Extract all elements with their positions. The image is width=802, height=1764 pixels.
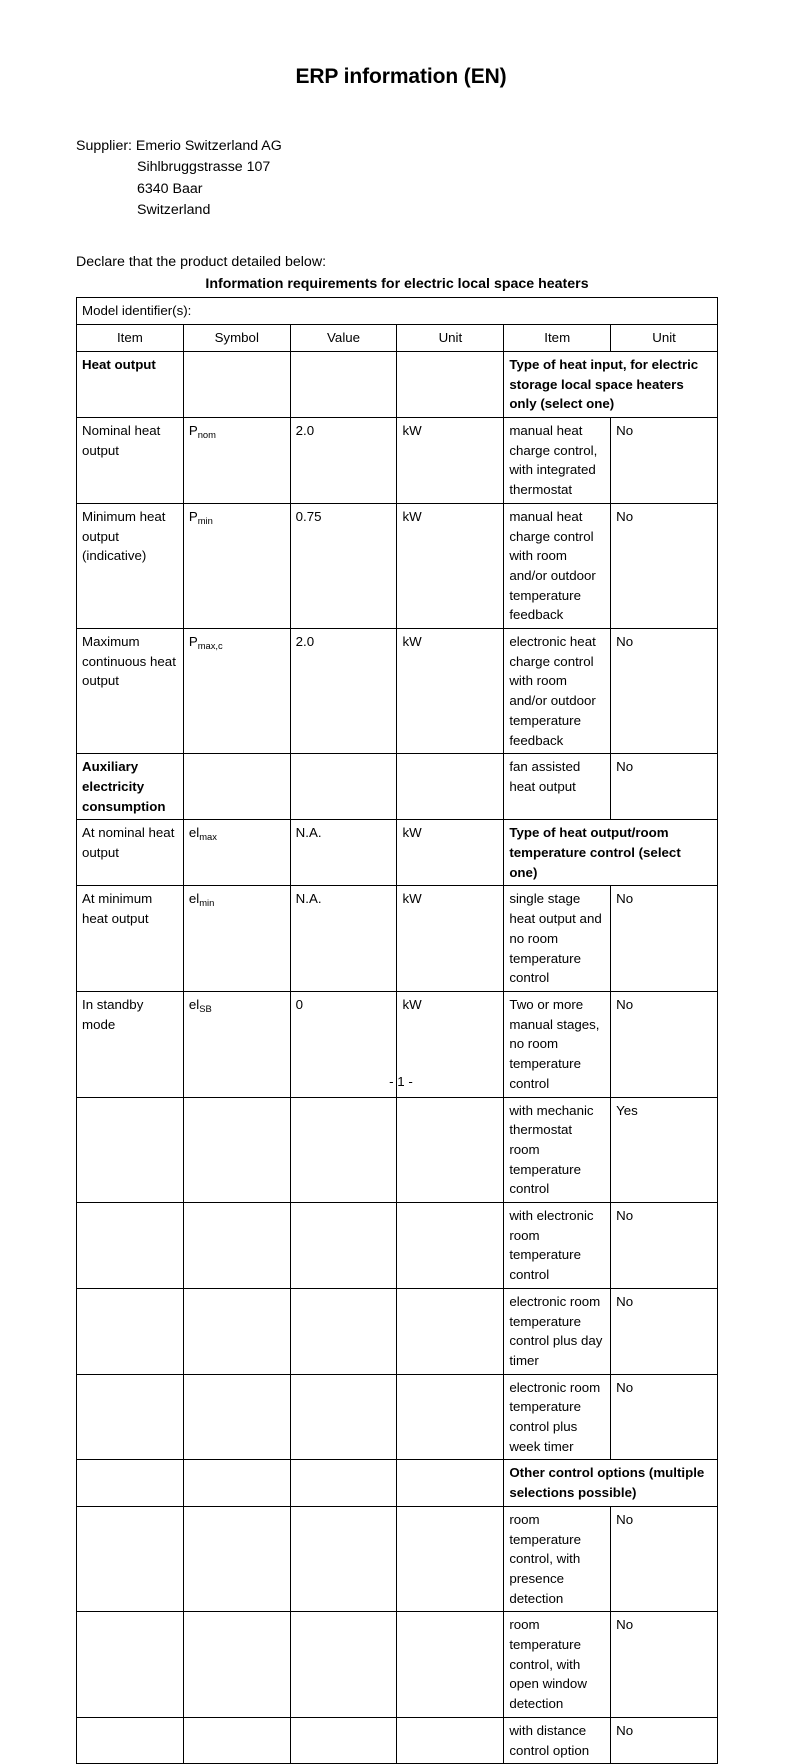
cell-symbol <box>183 1097 290 1203</box>
table-row <box>77 1717 718 1763</box>
cell-unit-left <box>397 1717 504 1763</box>
cell-item-right: electronic heat charge control with room and/or outdoor temperature feedback <box>504 629 611 754</box>
cell-unit-right: No <box>611 1506 718 1612</box>
cell-symbol <box>183 1288 290 1374</box>
symbol-base: el <box>188 891 200 907</box>
table-caption: Information requirements for electric local space heaters <box>205 276 589 293</box>
cell-unit-left: kW <box>397 629 504 754</box>
cell-unit-left: kW <box>397 503 504 628</box>
cell-symbol <box>183 629 290 754</box>
cell-item-left <box>77 1288 184 1374</box>
symbol-base: P <box>188 423 198 438</box>
cell-unit-right: No <box>611 1612 718 1718</box>
cell-value <box>290 1717 397 1763</box>
cell-value: N.A. <box>290 820 397 886</box>
cell-item-left <box>77 1203 184 1289</box>
cell-item-left: Heat output <box>77 351 184 417</box>
cell-item-right: room temperature control, with presence detection <box>504 1506 611 1612</box>
cell-unit-right: No <box>611 1203 718 1289</box>
cell-unit-left <box>397 1203 504 1289</box>
cell-item-right: single stage heat output and no room temperature control <box>504 886 611 992</box>
cell-value <box>290 1612 397 1718</box>
table-row <box>77 1612 718 1718</box>
symbol-subscript: max,c <box>197 640 223 652</box>
cell-unit-right: No <box>611 629 718 754</box>
cell-symbol <box>183 503 290 628</box>
cell-value <box>290 754 397 820</box>
cell-item-right: fan assisted heat output <box>504 754 611 820</box>
cell-item-right: electronic room temperature control plus day timer <box>504 1288 611 1374</box>
cell-value <box>290 351 397 417</box>
cell-item-left <box>77 1717 184 1763</box>
cell-unit-left <box>397 1506 504 1612</box>
cell-item-right: room temperature control, with open window detection <box>504 1612 611 1718</box>
cell-unit-right: No <box>611 886 718 992</box>
cell-symbol <box>183 351 290 417</box>
symbol-base: el <box>188 996 200 1012</box>
table-row <box>77 1460 718 1506</box>
cell-item-left <box>77 1612 184 1718</box>
cell-unit-left <box>397 1288 504 1374</box>
cell-symbol <box>183 1203 290 1289</box>
header-item-right: Item <box>504 325 611 352</box>
cell-symbol <box>183 1460 290 1506</box>
cell-unit-right: No <box>611 1374 718 1460</box>
supplier-name-line: Supplier: Emerio Switzerland AG <box>76 138 282 154</box>
cell-unit-left <box>397 754 504 820</box>
cell-value <box>290 1203 397 1289</box>
cell-unit-left <box>397 1612 504 1718</box>
table-row <box>77 503 718 628</box>
erp-table-body <box>77 298 718 1764</box>
symbol-subscript: min <box>199 897 215 909</box>
header-unit-left: Unit <box>397 325 504 352</box>
table-row <box>77 629 718 754</box>
cell-item-left: At minimum heat output <box>77 886 184 992</box>
cell-unit-left <box>397 1460 504 1506</box>
table-row <box>77 1374 718 1460</box>
cell-item-left: In standby mode <box>77 991 184 1097</box>
cell-item-left: At nominal heat output <box>77 820 184 886</box>
cell-symbol <box>183 754 290 820</box>
cell-value <box>290 1374 397 1460</box>
symbol-base: P <box>188 508 198 524</box>
cell-item-left: Maximum continuous heat output <box>77 629 184 754</box>
cell-value <box>290 1097 397 1203</box>
cell-item-left <box>77 1374 184 1460</box>
header-symbol: Symbol <box>183 325 290 352</box>
cell-item-right: Other control options (multiple selections possible) <box>504 1460 718 1506</box>
symbol-subscript: nom <box>197 429 216 440</box>
cell-unit-right: Yes <box>611 1097 718 1203</box>
cell-item-left <box>77 1460 184 1506</box>
cell-item-right: Type of heat output/room temperature control (select one) <box>504 820 718 886</box>
table-row <box>77 418 718 504</box>
table-row <box>77 1203 718 1289</box>
cell-item-left <box>77 1097 184 1203</box>
cell-value: N.A. <box>290 886 397 992</box>
symbol-base: el <box>188 825 200 841</box>
cell-item-right: manual heat charge control, with integrated thermostat <box>504 418 611 504</box>
model-identifier-row <box>77 298 718 325</box>
cell-symbol <box>183 1612 290 1718</box>
cell-item-right: Type of heat input, for electric storage local space heaters only (select one) <box>504 351 718 417</box>
page-number: - 1 - <box>389 1074 413 1089</box>
cell-item-right: with mechanic thermostat room temperature control <box>504 1097 611 1203</box>
cell-item-right: electronic room temperature control plus week timer <box>504 1374 611 1460</box>
table-header-row <box>77 325 718 352</box>
cell-unit-left: kW <box>397 820 504 886</box>
page-title: ERP information (EN) <box>295 65 507 88</box>
supplier-city-line: 6340 Baar <box>137 180 203 197</box>
table-row <box>77 820 718 886</box>
table-row <box>77 886 718 992</box>
supplier-street-line: Sihlbruggstrasse 107 <box>137 159 271 176</box>
cell-value: 2.0 <box>290 629 397 754</box>
cell-unit-right: No <box>611 991 718 1097</box>
model-identifier-cell: Model identifier(s): <box>77 298 718 325</box>
cell-unit-right: No <box>611 754 718 820</box>
header-unit-right: Unit <box>611 325 718 352</box>
cell-value <box>290 1460 397 1506</box>
cell-item-right: with electronic room temperature control <box>504 1203 611 1289</box>
cell-unit-left: kW <box>397 418 504 504</box>
cell-unit-right: No <box>611 503 718 628</box>
cell-symbol <box>183 820 290 886</box>
cell-unit-left: kW <box>397 886 504 992</box>
header-item-left: Item <box>77 325 184 352</box>
cell-item-right: with distance control option <box>504 1717 611 1763</box>
cell-symbol <box>183 1506 290 1612</box>
symbol-base: P <box>188 634 198 650</box>
cell-item-left: Minimum heat output (indicative) <box>77 503 184 628</box>
cell-value <box>290 1506 397 1612</box>
symbol-subscript: max <box>199 831 217 843</box>
cell-symbol <box>183 1374 290 1460</box>
cell-unit-left: kW <box>397 991 504 1097</box>
cell-unit-left <box>397 1097 504 1203</box>
symbol-subscript: min <box>197 514 213 526</box>
symbol-subscript: SB <box>199 1002 212 1014</box>
erp-information-table <box>76 297 718 1764</box>
cell-value: 0.75 <box>290 503 397 628</box>
table-row <box>77 1506 718 1612</box>
cell-value: 0 <box>290 991 397 1097</box>
cell-item-right: manual heat charge control with room and/or outdoor temperature feedback <box>504 503 611 628</box>
cell-unit-right: No <box>611 1717 718 1763</box>
supplier-country-line: Switzerland <box>137 201 211 218</box>
cell-value: 2.0 <box>290 418 397 504</box>
cell-symbol <box>183 886 290 992</box>
cell-item-left: Nominal heat output <box>77 418 184 504</box>
table-row <box>77 1097 718 1203</box>
table-row <box>77 754 718 820</box>
cell-unit-right: No <box>611 418 718 504</box>
declaration-text: Declare that the product detailed below: <box>76 254 327 271</box>
cell-unit-left <box>397 351 504 417</box>
cell-symbol <box>183 1717 290 1763</box>
cell-unit-left <box>397 1374 504 1460</box>
table-row <box>77 1288 718 1374</box>
cell-item-left: Auxiliary electricity consumption <box>77 754 184 820</box>
cell-symbol <box>183 418 290 504</box>
supplier-address-block <box>0 136 802 221</box>
cell-item-left <box>77 1506 184 1612</box>
table-row <box>77 351 718 417</box>
cell-value <box>290 1288 397 1374</box>
header-value: Value <box>290 325 397 352</box>
cell-unit-right: No <box>611 1288 718 1374</box>
cell-item-right: Two or more manual stages, no room temperature control <box>504 991 611 1097</box>
